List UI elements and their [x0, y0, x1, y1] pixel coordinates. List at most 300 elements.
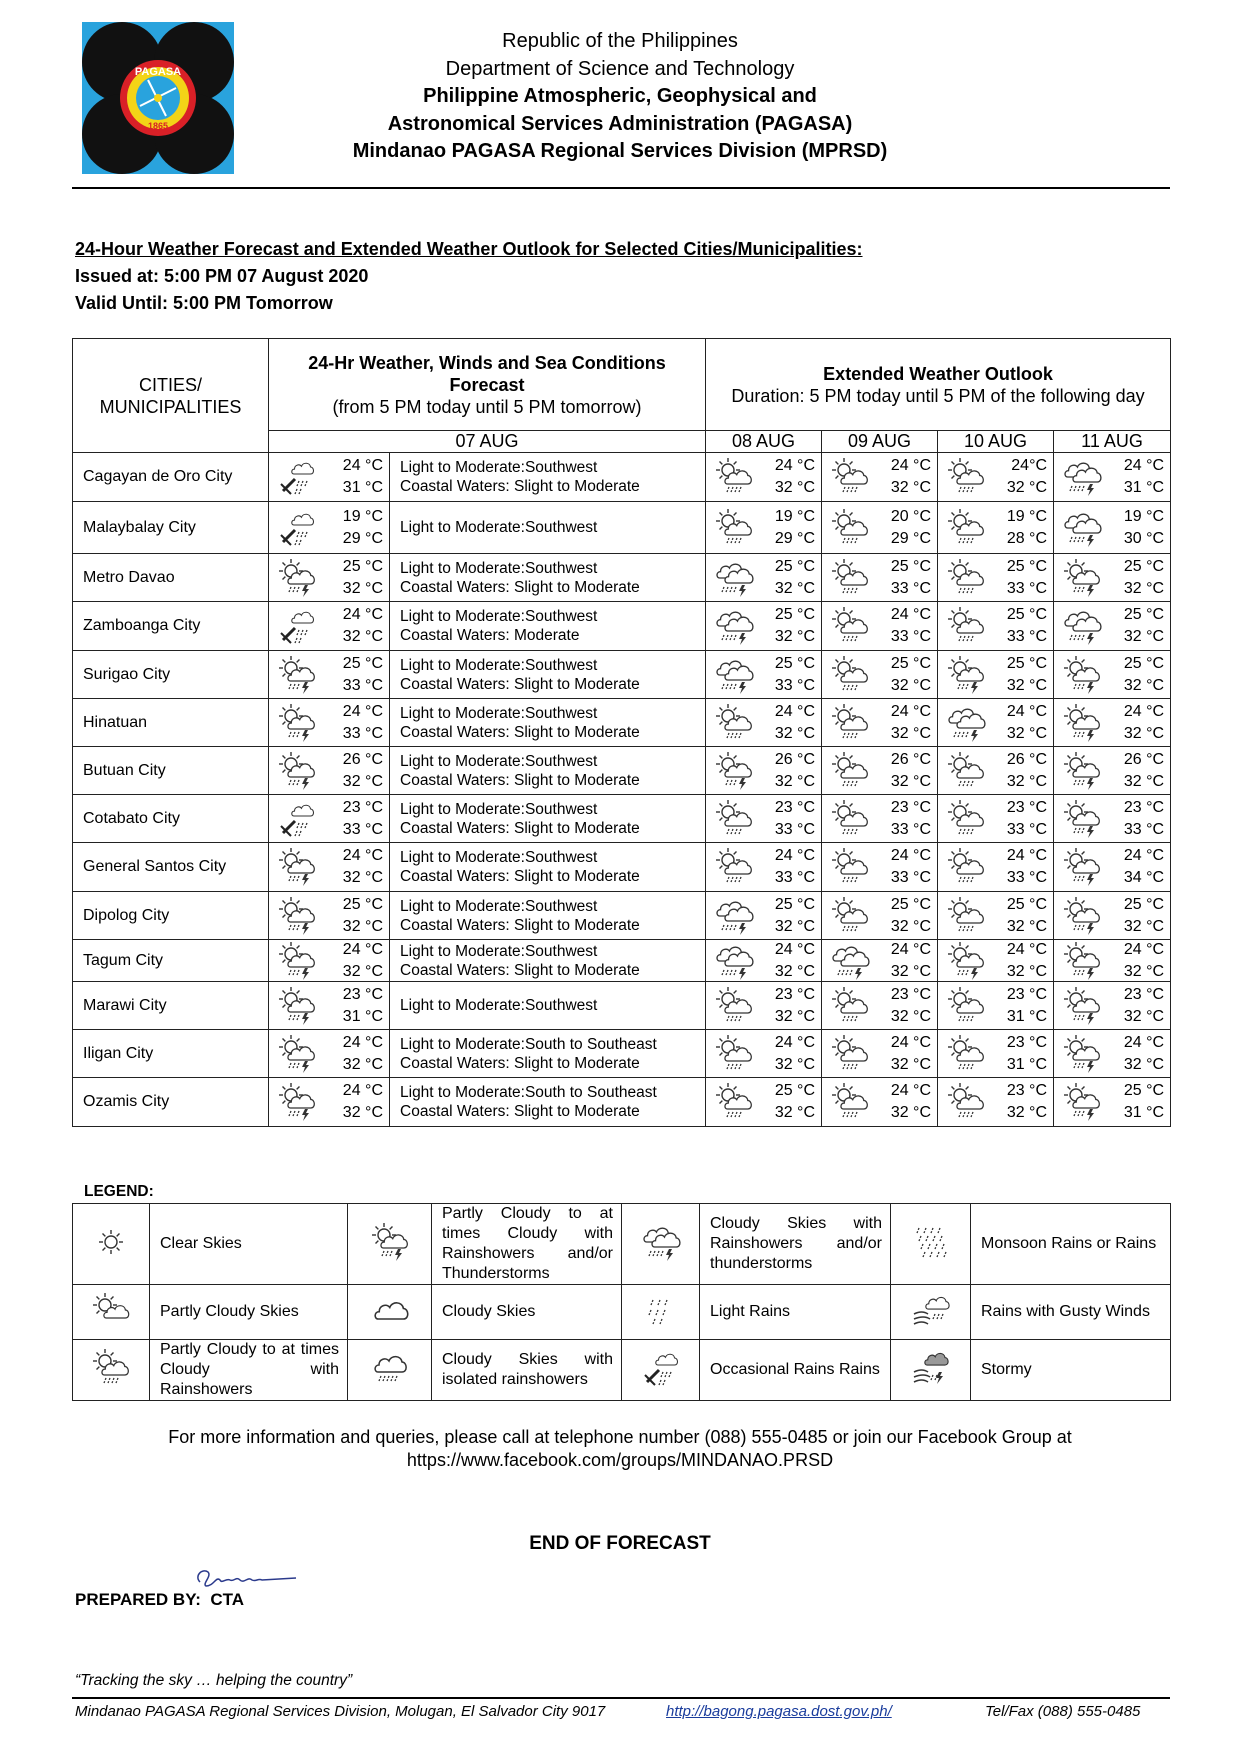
forecast-row: [73, 502, 1171, 554]
today-temps: [343, 894, 383, 938]
temp-high: 32 °C: [1123, 917, 1165, 935]
partly-cloudy-rainshowers-icon: [830, 986, 870, 1026]
partly-cloudy-rainshowers-icon: [714, 508, 754, 548]
outlook-temps: [775, 984, 815, 1028]
clear-skies-icon: [91, 1222, 131, 1262]
outlook-day-3: [938, 1030, 1054, 1078]
forecast-row: [73, 747, 1171, 795]
outlook-temps: [1124, 749, 1164, 793]
header-line-republic: Republic of the Philippines: [502, 30, 738, 52]
partly-cloudy-rainshowers-icon: [830, 558, 870, 598]
partly-cloudy-rainshowers-icon: [714, 799, 754, 839]
winds-sea-conditions: [390, 502, 706, 554]
temp-low: 24 °C: [1006, 702, 1048, 720]
city-name: Cagayan de Oro City: [73, 453, 269, 502]
temp-low: 23 °C: [1123, 985, 1165, 1003]
partly-cloudy-rainshowers-icon: [830, 508, 870, 548]
temp-high: 32 °C: [1123, 1055, 1165, 1073]
outlook-temps: [1007, 455, 1047, 499]
today-temps: [343, 1080, 383, 1124]
outlook-temps: [891, 797, 931, 841]
sea-condition: Coastal Waters: Slight to Moderate: [400, 478, 640, 495]
temp-low: 23 °C: [1006, 1082, 1048, 1099]
city-name: Cotabato City: [73, 795, 269, 843]
city-name: Surigao City: [73, 651, 269, 699]
outlook-temps: [891, 1032, 931, 1076]
outlook-day-2: [822, 699, 938, 747]
partly-cloudy-rainshowers-icon: [946, 986, 986, 1026]
wind-condition: Light to Moderate:Southwest: [400, 656, 598, 674]
today-weather: [269, 940, 390, 982]
temp-low: 26 °C: [1006, 750, 1048, 768]
temp-high: 33 °C: [890, 579, 932, 597]
temp-low: 23 °C: [342, 798, 383, 816]
wind-condition: Light to Moderate:Southwest: [400, 519, 598, 536]
forecast-titles: [75, 236, 863, 317]
legend-label-text: Partly Cloudy Skies: [150, 1285, 348, 1340]
temp-low: 24 °C: [890, 1082, 932, 1099]
svg-text:1865: 1865: [147, 121, 169, 131]
temp-high: 32 °C: [1123, 724, 1165, 742]
legend-row: [73, 1204, 1171, 1285]
outlook-temps: [775, 506, 815, 550]
partly-cloudy-rainshowers-icon: [830, 655, 870, 695]
outlook-day-2: [822, 602, 938, 651]
temp-low: 24 °C: [774, 847, 816, 864]
cloudy-thunderstorms-icon: [1062, 508, 1102, 548]
temp-low: 24 °C: [774, 940, 816, 958]
outlook-day-4: [1054, 747, 1171, 795]
outlook-temps: [775, 1080, 815, 1124]
outlook-day-2: [822, 502, 938, 554]
temp-high: 32 °C: [1123, 579, 1165, 597]
city-name: Zamboanga City: [73, 602, 269, 651]
today-weather: [269, 1030, 390, 1078]
temp-high: 31 °C: [1123, 1104, 1165, 1121]
today-weather: [269, 843, 390, 892]
city-name: General Santos City: [73, 843, 269, 892]
outlook-day-3: [938, 651, 1054, 699]
city-name: Dipolog City: [73, 892, 269, 940]
winds-sea-conditions: [390, 1078, 706, 1127]
col-header-24h: [269, 339, 706, 431]
winds-sea-conditions: [390, 795, 706, 843]
date-ext-4: 11 AUG: [1054, 431, 1171, 453]
header-line-division: Mindanao PAGASA Regional Services Division (MPRSD): [352, 140, 888, 162]
temp-low: 19 °C: [1123, 507, 1165, 525]
col-header-ext-title: Extended Weather Outlook: [823, 363, 1053, 384]
outlook-temps: [891, 984, 931, 1028]
tagline: “Tracking the sky … helping the country”: [75, 1672, 353, 1689]
outlook-temps: [1007, 894, 1047, 938]
today-weather: [269, 982, 390, 1030]
cloudy-thunderstorms-icon: [714, 941, 754, 981]
today-temps: [343, 455, 383, 499]
outlook-day-1: [706, 843, 822, 892]
temp-high: 32 °C: [774, 1104, 816, 1121]
partly-cloudy-rainshowers-icon: [714, 986, 754, 1026]
monsoon-rains-icon: [911, 1222, 951, 1262]
temp-high: 32 °C: [890, 724, 932, 742]
partly-cloudy-thunderstorms-icon: [370, 1222, 410, 1262]
today-temps: [343, 604, 383, 648]
date-ext-3: 10 AUG: [938, 431, 1054, 453]
footer-website-link[interactable]: http://bagong.pagasa.dost.gov.ph/: [666, 1703, 892, 1720]
outlook-day-2: [822, 1030, 938, 1078]
outlook-temps: [1007, 845, 1047, 889]
wind-condition: Light to Moderate:Southwest: [400, 800, 598, 818]
temp-low: 25 °C: [890, 895, 932, 913]
temp-low: 25 °C: [1006, 654, 1048, 672]
wind-condition: Light to Moderate:Southwest: [400, 608, 598, 625]
cloudy-thunderstorms-icon: [714, 655, 754, 695]
winds-sea-conditions: [390, 651, 706, 699]
temp-low: 24 °C: [1123, 702, 1165, 720]
temp-low: 19 °C: [1006, 507, 1048, 525]
col-header-ext-sub: Duration: 5 PM today until 5 PM of the following day: [731, 385, 1145, 406]
sea-condition: Coastal Waters: Slight to Moderate: [400, 961, 640, 979]
temp-high: 32 °C: [1123, 772, 1165, 790]
partly-cloudy-rainshowers-icon: [830, 606, 870, 646]
temp-high: 32 °C: [1006, 917, 1048, 935]
outlook-day-3: [938, 940, 1054, 982]
temp-high: 32 °C: [342, 869, 383, 886]
temp-high: 32 °C: [890, 1104, 932, 1121]
wind-condition: Light to Moderate:Southwest: [400, 752, 598, 770]
temp-low: 23 °C: [890, 985, 932, 1003]
legend-label-text: Partly Cloudy to at times Cloudy with Rainshowers and/or Thunderstorms: [432, 1204, 622, 1285]
outlook-temps: [1124, 653, 1164, 697]
partly-cloudy-rainshowers-icon: [946, 606, 986, 646]
temp-high: 29 °C: [774, 529, 816, 547]
city-name: Tagum City: [73, 940, 269, 982]
outlook-day-1: [706, 940, 822, 982]
partly-cloudy-thunderstorms-icon: [277, 1034, 317, 1074]
winds-sea-conditions: [390, 554, 706, 602]
cloudy-thunderstorms-icon: [830, 941, 870, 981]
forecast-row: [73, 843, 1171, 892]
outlook-day-1: [706, 1030, 822, 1078]
outlook-temps: [1007, 701, 1047, 745]
sea-condition: Coastal Waters: Slight to Moderate: [400, 1103, 640, 1120]
outlook-day-3: [938, 453, 1054, 502]
facebook-group-link[interactable]: https://www.facebook.com/groups/MINDANAO.PRSD: [406, 1450, 834, 1470]
winds-sea-conditions: [390, 699, 706, 747]
outlook-temps: [1124, 506, 1164, 550]
partly-cloudy-rainshowers-icon: [946, 1034, 986, 1074]
outlook-temps: [1007, 1032, 1047, 1076]
partly-cloudy-rainshowers-icon: [91, 1348, 131, 1388]
temp-high: 33 °C: [342, 724, 383, 742]
temp-high: 32 °C: [890, 479, 932, 496]
outlook-temps: [1007, 797, 1047, 841]
occasional-rains-icon: [277, 606, 317, 646]
temp-high: 33 °C: [342, 676, 383, 694]
legend-icon-cell: [348, 1204, 432, 1285]
temp-low: 25 °C: [342, 895, 383, 913]
temp-low: 24 °C: [1123, 1033, 1165, 1051]
today-weather: [269, 747, 390, 795]
header-line-pagasa-1: Philippine Atmospheric, Geophysical and: [423, 85, 817, 107]
temp-low: 23 °C: [1006, 798, 1048, 816]
partly-cloudy-rainshowers-icon: [830, 1082, 870, 1122]
temp-high: 32 °C: [774, 962, 816, 980]
today-weather: [269, 1078, 390, 1127]
outlook-temps: [775, 653, 815, 697]
outlook-day-4: [1054, 940, 1171, 982]
temp-high: 32 °C: [1006, 962, 1048, 980]
outlook-day-4: [1054, 502, 1171, 554]
city-name: Malaybalay City: [73, 502, 269, 554]
temp-low: 25 °C: [1123, 606, 1165, 623]
legend-label-text: Clear Skies: [150, 1204, 348, 1285]
agency-header: [300, 28, 940, 166]
temp-low: 24°C: [1011, 457, 1048, 474]
outlook-day-2: [822, 554, 938, 602]
outlook-day-1: [706, 602, 822, 651]
temp-high: 32 °C: [1123, 1007, 1165, 1025]
outlook-temps: [1124, 1032, 1164, 1076]
temp-high: 33 °C: [774, 869, 816, 886]
temp-low: 24 °C: [1123, 847, 1165, 864]
partly-cloudy-rainshowers-icon: [946, 847, 986, 887]
today-temps: [343, 845, 383, 889]
outlook-temps: [1007, 749, 1047, 793]
temp-low: 25 °C: [774, 654, 816, 672]
cloudy-thunderstorms-icon: [714, 558, 754, 598]
outlook-day-4: [1054, 843, 1171, 892]
sea-condition: Coastal Waters: Slight to Moderate: [400, 771, 640, 789]
outlook-temps: [1007, 939, 1047, 983]
today-weather: [269, 554, 390, 602]
forecast-row: [73, 602, 1171, 651]
cloudy-thunderstorms-icon: [1062, 457, 1102, 497]
legend-icon-cell: [348, 1340, 432, 1401]
outlook-day-1: [706, 651, 822, 699]
temp-high: 32 °C: [1006, 1104, 1048, 1121]
outlook-temps: [891, 701, 931, 745]
partly-cloudy-thunderstorms-icon: [277, 847, 317, 887]
outlook-day-4: [1054, 699, 1171, 747]
outlook-temps: [775, 939, 815, 983]
outlook-day-4: [1054, 892, 1171, 940]
temp-low: 23 °C: [1006, 1033, 1048, 1051]
winds-sea-conditions: [390, 453, 706, 502]
outlook-day-1: [706, 892, 822, 940]
temp-high: 31 °C: [342, 479, 383, 496]
outlook-day-2: [822, 651, 938, 699]
partly-cloudy-rainshowers-icon: [946, 896, 986, 936]
legend-label-text: Cloudy Skies: [432, 1285, 622, 1340]
sea-condition: Coastal Waters: Moderate: [400, 627, 580, 644]
partly-cloudy-thunderstorms-icon: [1062, 799, 1102, 839]
outlook-temps: [891, 556, 931, 600]
partly-cloudy-thunderstorms-icon: [946, 941, 986, 981]
forecast-row: [73, 699, 1171, 747]
signature: [192, 1562, 302, 1592]
outlook-temps: [1124, 455, 1164, 499]
outlook-temps: [775, 455, 815, 499]
city-name: Iligan City: [73, 1030, 269, 1078]
col-header-extended: [706, 339, 1171, 431]
outlook-temps: [1124, 604, 1164, 648]
temp-low: 23 °C: [1123, 798, 1165, 816]
outlook-temps: [1124, 797, 1164, 841]
outlook-day-3: [938, 502, 1054, 554]
temp-low: 25 °C: [774, 1082, 816, 1099]
temp-low: 26 °C: [890, 750, 932, 768]
legend-icon-cell: [73, 1340, 150, 1401]
temp-high: 32 °C: [890, 1055, 932, 1073]
footer-divider: [72, 1697, 1170, 1699]
today-temps: [343, 506, 383, 550]
temp-high: 28 °C: [1006, 529, 1048, 547]
wind-condition: Light to Moderate:Southwest: [400, 942, 598, 960]
partly-cloudy-rainshowers-icon: [830, 703, 870, 743]
outlook-day-4: [1054, 795, 1171, 843]
outlook-day-4: [1054, 1078, 1171, 1127]
partly-cloudy-rainshowers-icon: [830, 457, 870, 497]
temp-high: 32 °C: [1006, 479, 1048, 496]
partly-cloudy-thunderstorms-icon: [277, 558, 317, 598]
legend-icon-cell: [891, 1204, 971, 1285]
outlook-day-3: [938, 843, 1054, 892]
temp-low: 25 °C: [1123, 557, 1165, 575]
temp-low: 26 °C: [342, 750, 383, 768]
cloudy-thunderstorms-icon: [946, 703, 986, 743]
forecast-title: 24-Hour Weather Forecast and Extended Weather Outlook for Selected Cities/Municipalities:: [75, 239, 863, 259]
outlook-temps: [1007, 556, 1047, 600]
temp-low: 24 °C: [890, 847, 932, 864]
outlook-day-1: [706, 453, 822, 502]
temp-low: 24 °C: [342, 1033, 383, 1051]
temp-high: 32 °C: [1123, 962, 1165, 980]
legend-table: [72, 1203, 1171, 1401]
legend-icon-cell: [622, 1340, 700, 1401]
temp-low: 24 °C: [890, 1033, 932, 1051]
outlook-temps: [891, 1080, 931, 1124]
legend-label-text: Partly Cloudy to at times Cloudy with Rainshowers: [150, 1340, 348, 1401]
sea-condition: Coastal Waters: Slight to Moderate: [400, 675, 640, 693]
temp-high: 33 °C: [890, 869, 932, 886]
temp-low: 24 °C: [774, 1033, 816, 1051]
svg-text:PAGASA: PAGASA: [134, 66, 182, 78]
col-header-24h-title: 24-Hr Weather, Winds and Sea Conditions Forecast: [308, 352, 666, 395]
outlook-day-4: [1054, 554, 1171, 602]
legend-icon-cell: [891, 1285, 971, 1340]
temp-low: 24 °C: [342, 702, 383, 720]
temp-high: 32 °C: [774, 628, 816, 645]
outlook-day-1: [706, 795, 822, 843]
forecast-row: [73, 1078, 1171, 1127]
temp-high: 33 °C: [1006, 628, 1048, 645]
outlook-temps: [1124, 556, 1164, 600]
partly-cloudy-rainshowers-icon: [830, 847, 870, 887]
cloudy-isolated-rainshowers-icon: [370, 1348, 410, 1388]
temp-high: 32 °C: [890, 676, 932, 694]
temp-high: 32 °C: [1006, 772, 1048, 790]
outlook-day-2: [822, 453, 938, 502]
forecast-row: [73, 940, 1171, 982]
legend-icon-cell: [622, 1204, 700, 1285]
col-header-24h-sub: (from 5 PM today until 5 PM tomorrow): [332, 396, 642, 417]
outlook-day-3: [938, 602, 1054, 651]
today-weather: [269, 699, 390, 747]
contact-info-text: For more information and queries, please call at telephone number (088) 555-0485 or join our Facebook Group at: [168, 1427, 1072, 1447]
winds-sea-conditions: [390, 747, 706, 795]
legend-label-text: Cloudy Skies with isolated rainshowers: [432, 1340, 622, 1401]
pagasa-logo: [78, 18, 238, 178]
outlook-temps: [891, 939, 931, 983]
temp-low: 24 °C: [1006, 847, 1048, 864]
partly-cloudy-thunderstorms-icon: [277, 986, 317, 1026]
temp-low: 24 °C: [890, 940, 932, 958]
temp-high: 30 °C: [1123, 529, 1165, 547]
city-name: Marawi City: [73, 982, 269, 1030]
legend-label-text: Cloudy Skies with Rainshowers and/or thunderstorms: [700, 1204, 891, 1285]
wind-condition: Light to Moderate:Southwest: [400, 897, 598, 915]
outlook-temps: [891, 604, 931, 648]
temp-high: 32 °C: [774, 1007, 816, 1025]
temp-low: 26 °C: [774, 750, 816, 768]
outlook-temps: [891, 749, 931, 793]
outlook-temps: [1007, 604, 1047, 648]
temp-high: 33 °C: [1123, 820, 1165, 838]
partly-cloudy-rainshowers-icon: [830, 799, 870, 839]
wind-condition: Light to Moderate:Southwest: [400, 559, 598, 577]
prepared-by-name: CTA: [210, 1590, 245, 1609]
temp-high: 32 °C: [890, 772, 932, 790]
partly-cloudy-thunderstorms-icon: [277, 896, 317, 936]
temp-low: 19 °C: [342, 507, 383, 525]
partly-cloudy-thunderstorms-icon: [1062, 986, 1102, 1026]
forecast-row: [73, 651, 1171, 699]
temp-low: 24 °C: [342, 1082, 383, 1099]
temp-high: 32 °C: [774, 479, 816, 496]
col-header-cities: CITIES/ MUNICIPALITIES: [73, 339, 269, 453]
temp-high: 31 °C: [342, 1007, 383, 1025]
outlook-temps: [1007, 506, 1047, 550]
partly-cloudy-thunderstorms-icon: [1062, 941, 1102, 981]
legend-row: [73, 1285, 1171, 1340]
temp-high: 32 °C: [342, 962, 383, 980]
temp-high: 34 °C: [1123, 869, 1165, 886]
temp-high: 32 °C: [774, 579, 816, 597]
valid-until: Valid Until: 5:00 PM Tomorrow: [75, 293, 333, 313]
legend-icon-cell: [73, 1285, 150, 1340]
outlook-day-1: [706, 747, 822, 795]
partly-cloudy-thunderstorms-icon: [946, 655, 986, 695]
forecast-row: [73, 892, 1171, 940]
temp-high: 33 °C: [1006, 579, 1048, 597]
temp-high: 33 °C: [890, 628, 932, 645]
today-temps: [343, 939, 383, 983]
outlook-temps: [775, 797, 815, 841]
date-ext-2: 09 AUG: [822, 431, 938, 453]
occasional-rains-icon: [277, 508, 317, 548]
wind-condition: Light to Moderate:South to Southeast: [400, 1084, 657, 1101]
prepared-by-label: PREPARED BY:: [75, 1590, 201, 1609]
partly-cloudy-thunderstorms-icon: [1062, 655, 1102, 695]
temp-low: 24 °C: [342, 606, 383, 623]
temp-high: 32 °C: [890, 962, 932, 980]
legend-icon-cell: [622, 1285, 700, 1340]
outlook-day-4: [1054, 982, 1171, 1030]
temp-high: 33 °C: [1006, 820, 1048, 838]
sea-condition: Coastal Waters: Slight to Moderate: [400, 819, 640, 837]
outlook-day-2: [822, 747, 938, 795]
temp-low: 24 °C: [774, 457, 816, 474]
